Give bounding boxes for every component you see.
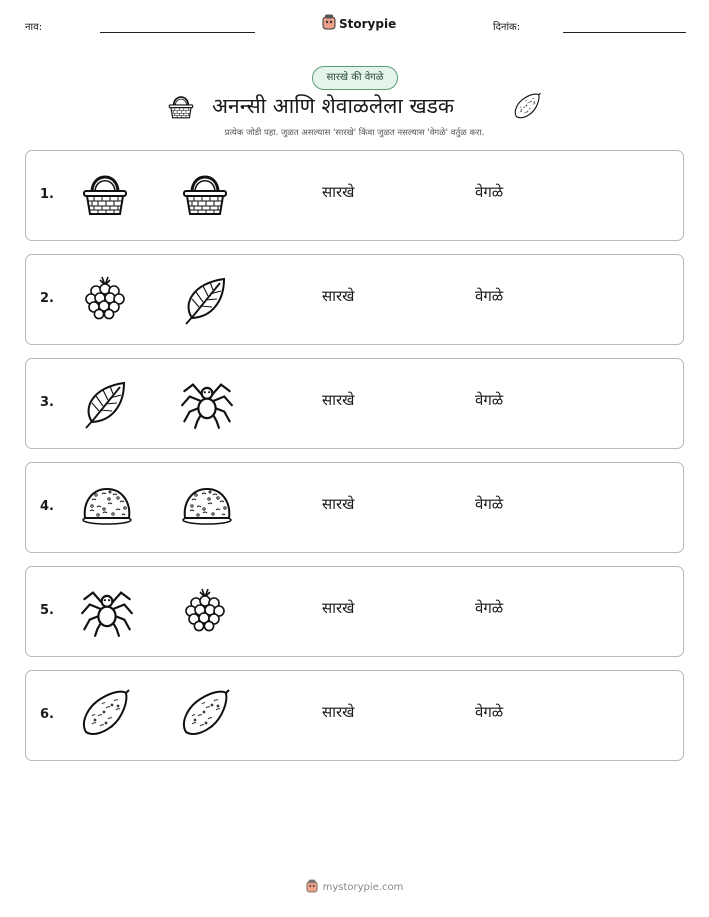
option-different[interactable]: वेगळे xyxy=(475,287,504,305)
option-different[interactable]: वेगळे xyxy=(475,391,504,409)
basket-icon xyxy=(180,168,230,222)
option-same[interactable]: सारखे xyxy=(322,287,355,305)
brand-name: Storypie xyxy=(339,16,397,31)
option-same[interactable]: सारखे xyxy=(322,495,355,513)
spider-icon xyxy=(180,376,234,434)
question-row xyxy=(25,462,684,553)
option-same[interactable]: सारखे xyxy=(322,703,355,721)
storypie-mascot-icon xyxy=(322,14,336,33)
footer xyxy=(0,879,709,896)
question-row xyxy=(25,358,684,449)
yam-icon xyxy=(80,688,130,742)
yam-icon xyxy=(180,688,230,742)
worksheet-header xyxy=(0,14,709,38)
basket-icon xyxy=(167,91,195,125)
instructions: प्रत्येक जोडी पहा. जुळत असल्यास 'सारखे' किंवा जुळत नसल्यास 'वेगळे' वर्तुळ करा. xyxy=(224,128,485,138)
leaf-icon xyxy=(80,376,130,436)
option-same[interactable]: सारखे xyxy=(322,599,355,617)
brand-logo xyxy=(322,14,396,33)
basket-icon xyxy=(80,168,130,222)
raspberry-icon xyxy=(180,584,230,638)
option-different[interactable]: वेगळे xyxy=(475,495,504,513)
yam-icon xyxy=(512,92,542,124)
date-label: दिनांक: xyxy=(493,22,521,33)
question-number: 1. xyxy=(40,187,54,202)
question-row xyxy=(25,150,684,241)
question-number: 3. xyxy=(40,395,54,410)
option-same[interactable]: सारखे xyxy=(322,391,355,409)
name-label: नाव: xyxy=(25,22,43,33)
footer-site[interactable]: mystorypie.com xyxy=(322,882,404,893)
date-line xyxy=(563,32,686,33)
question-row xyxy=(25,670,684,761)
option-different[interactable]: वेगळे xyxy=(475,703,504,721)
name-line xyxy=(100,32,255,33)
question-number: 2. xyxy=(40,291,54,306)
question-number: 5. xyxy=(40,603,54,618)
option-different[interactable]: वेगळे xyxy=(475,183,504,201)
category-badge: सारखे की वेगळे xyxy=(312,66,398,90)
question-row xyxy=(25,566,684,657)
raspberry-icon xyxy=(80,272,130,326)
option-different[interactable]: वेगळे xyxy=(475,599,504,617)
storypie-mascot-icon xyxy=(306,879,318,896)
option-same[interactable]: सारखे xyxy=(322,183,355,201)
spider-icon xyxy=(80,584,134,642)
mossy-rock-icon xyxy=(80,480,134,534)
page-title: अनन्सी आणि शेवाळलेला खडक xyxy=(212,94,455,118)
question-number: 4. xyxy=(40,499,54,514)
title-row xyxy=(0,90,709,122)
leaf-icon xyxy=(180,272,230,332)
question-number: 6. xyxy=(40,707,54,722)
mossy-rock-icon xyxy=(180,480,234,534)
question-row xyxy=(25,254,684,345)
